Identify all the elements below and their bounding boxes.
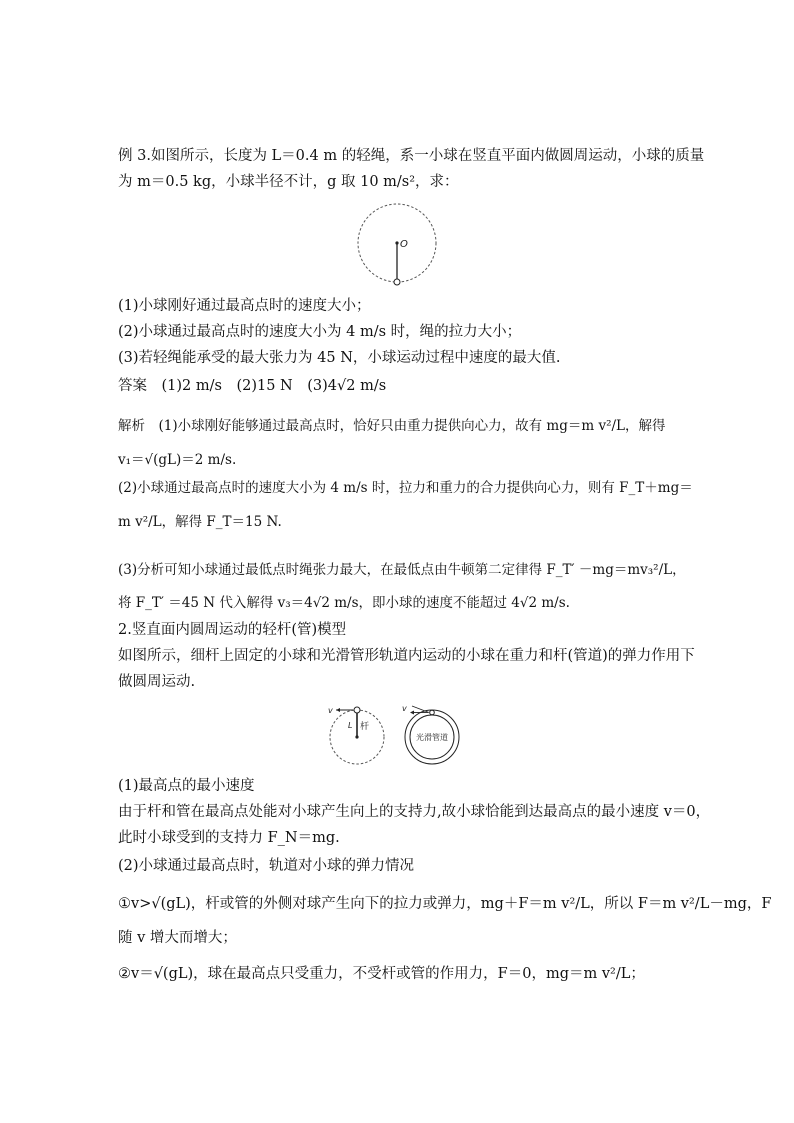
section2-intro-2: 做圆周运动. [118,674,196,690]
analysis-label: 解析 [118,418,145,434]
question-2: (2)小球通过最高点时的速度大小为 4 m/s 时，绳的拉力大小； [118,324,522,340]
min-speed-line-2: 此时小球受到的支持力 F_N＝mg. [118,830,340,846]
analysis-p1-a-text: (1)小球刚好能够通过最高点时，恰好只由重力提供向心力，故有 mg＝m v²/L，解得 [158,418,666,434]
force-cases-heading: (2)小球通过最高点时，轨道对小球的弹力情况 [118,858,415,874]
analysis-p1-a [118,416,666,436]
question-3: (3)若轻绳能承受的最大张力为 45 N，小球运动过程中速度的最大值. [118,350,561,366]
rod-v-label: v [328,706,333,715]
section2-heading: 2.竖直面内圆周运动的轻杆(管)模型 [118,622,347,638]
min-speed-line-1: 由于杆和管在最高点处能对小球产生向上的支持力,故小球恰能到达最高点的最小速度 v＝0， [118,804,711,820]
example-line-2: 为 m＝0.5 kg，小球半径不计，g 取 10 m/s²，求： [118,174,459,190]
tube-label: 光滑管道 [416,733,448,742]
figure-rope-circle [352,200,442,290]
answer-label: 答案 [118,378,147,394]
question-1: (1)小球刚好通过最高点时的速度大小； [118,298,371,314]
analysis-p1-b: v₁＝√(gL)＝2 m/s. [118,452,237,468]
analysis-p3-a: (3)分析可知小球通过最低点时绳张力最大，在最低点由牛顿第二定律得 F_T′ －mg＝mv₃²/L， [118,562,686,578]
section2-intro-1: 如图所示，细杆上固定的小球和光滑管形轨道内运动的小球在重力和杆(管道)的弹力作用下 [118,648,695,664]
force-case-1-b: 随 v 增大而增大； [118,930,237,946]
answer-text: (1)2 m/s (2)15 N (3)4√2 m/s [161,378,387,394]
min-speed-heading: (1)最高点的最小速度 [118,778,255,794]
analysis-p2-b: m v²/L，解得 F_T＝15 N. [118,514,282,530]
figure-rod-and-tube [322,700,472,770]
rod-length-label: L [348,721,353,730]
center-label-o: O [400,239,408,250]
tube-v-label: v [402,704,407,713]
force-case-2: ②v＝√(gL)，球在最高点只受重力，不受杆或管的作用力，F＝0，mg＝m v²/L； [118,966,645,982]
analysis-p3-b: 将 F_T′ ＝45 N 代入解得 v₃＝4√2 m/s，即小球的速度不能超过 4√2 m/s. [118,595,570,611]
analysis-p2-a: (2)小球通过最高点时的速度大小为 4 m/s 时，拉力和重力的合力提供向心力，则有 F_T＋mg＝ [118,480,693,496]
rod-label: 杆 [360,722,370,732]
force-case-1-a: ①v>√(gL)，杆或管的外侧对球产生向下的拉力或弹力，mg＋F＝m v²/L，所以 F＝m v²/L－mg，F [118,896,772,912]
answer-line [118,376,386,396]
example-line-1: 例 3.如图所示，长度为 L＝0.4 m 的轻绳，系一小球在竖直平面内做圆周运动，小球的质量 [118,148,705,164]
